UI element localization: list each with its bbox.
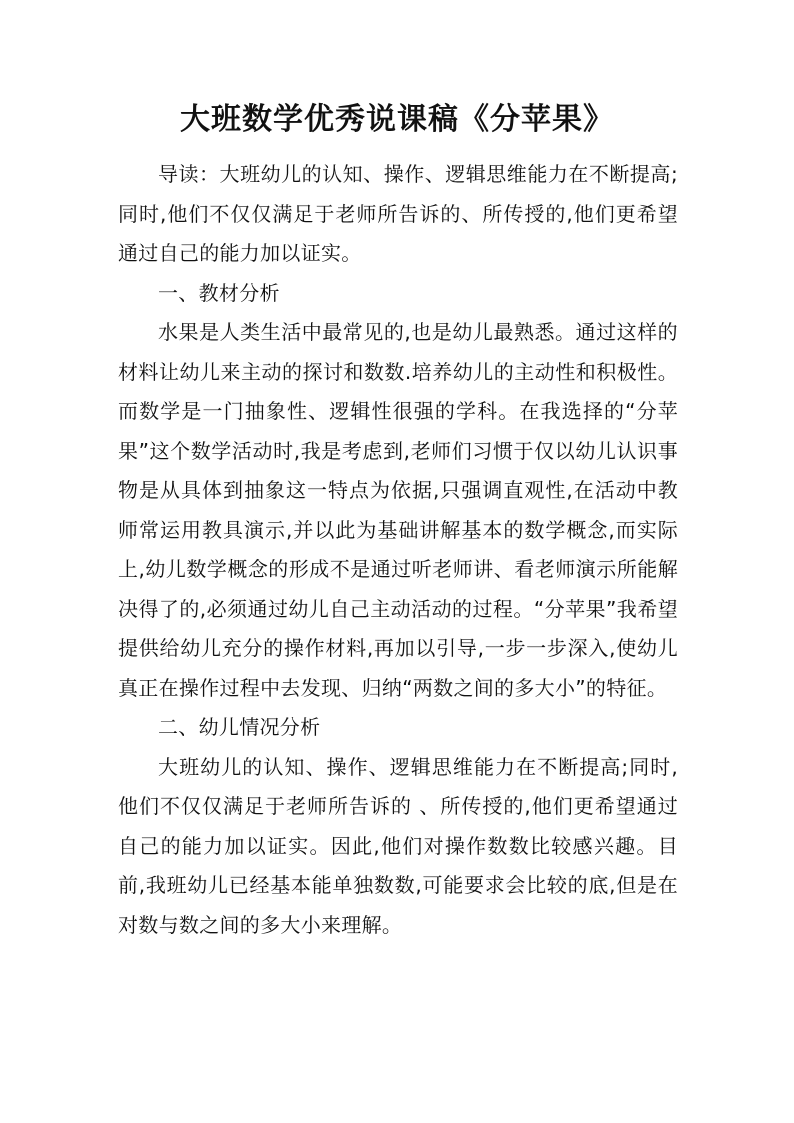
children-analysis-paragraph: 大班幼儿的认知、操作、逻辑思维能力在不断提高;同时,他们不仅仅满足于老师所告诉的 、所传授的,他们更希望通过自己的能力加以证实。因此,他们对操作数数比较感兴趣。目前,我班幼儿已经基本能单独数数,可能要求会比较的底,但是在对数与数之间的多大小来理解。 bbox=[118, 754, 678, 937]
section-heading-children-analysis: 二、幼儿情况分析 bbox=[158, 715, 321, 739]
document-body bbox=[118, 155, 678, 945]
section-heading-textbook-analysis: 一、教材分析 bbox=[158, 280, 280, 305]
textbook-analysis-paragraph: 水果是人类生活中最常见的,也是幼儿最熟悉。通过这样的材料让幼儿来主动的探讨和数数.培养幼儿的主动性和积极性。而数学是一门抽象性、逻辑性很强的学科。在我选择的“分苹果”这个数学活动时,我是考虑到,老师们习惯于仅以幼儿认识事物是从具体到抽象这一特点为依据,只强调直观性,在活动中教师常运用教具演示,并以此为基础讲解基本的数学概念,而实际上,幼儿数学概念的形成不是通过听老师讲、看老师演示所能解决得了的,必须通过幼儿自己主动活动的过程。“分苹果”我希望提供给幼儿充分的操作材料,再加以引导,一步一步深入,使幼儿真正在操作过程中去发现、归纳“两数之间的多大小”的特征。 bbox=[118, 320, 678, 700]
document-title: 大班数学优秀说课稿《分苹果》 bbox=[180, 102, 614, 137]
intro-paragraph: 导读：大班幼儿的认知、操作、逻辑思维能力在不断提高;同时,他们不仅仅满足于老师所告诉的、所传授的,他们更希望通过自己的能力加以证实。 bbox=[118, 162, 678, 265]
